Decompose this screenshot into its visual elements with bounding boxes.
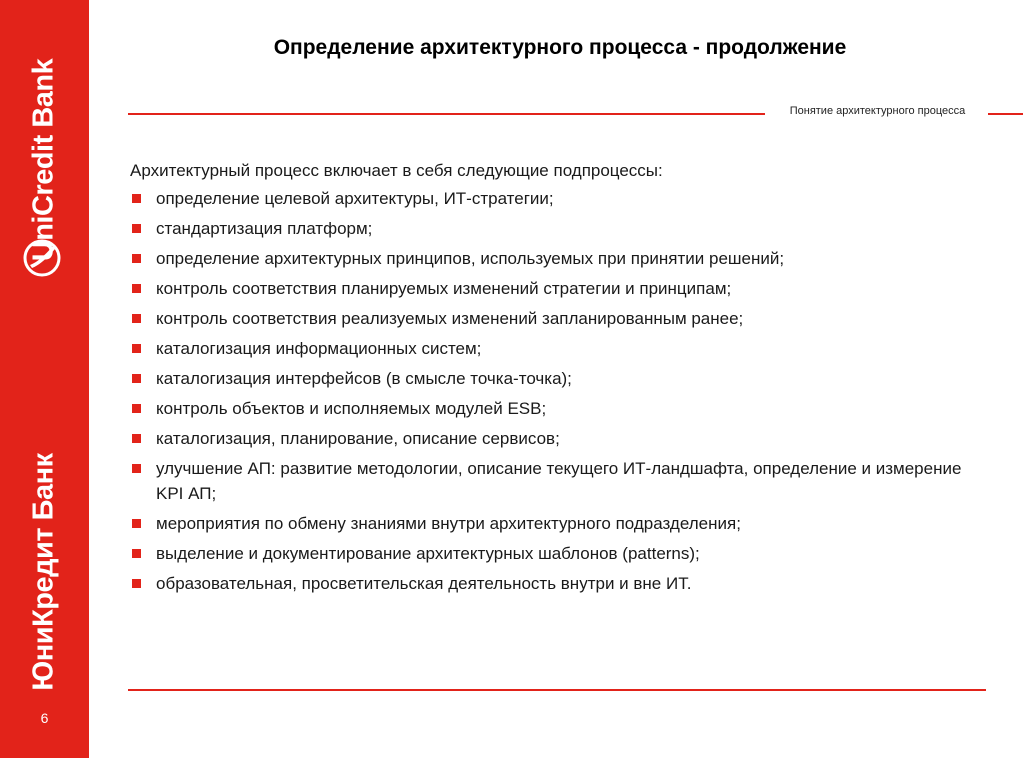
list-item bbox=[130, 216, 990, 241]
brand-name-en: UniCredit Bank bbox=[27, 58, 60, 262]
list-item-text: определение целевой архитектуры, ИТ-стратегии; bbox=[156, 189, 554, 208]
list-item bbox=[130, 426, 990, 451]
list-item-text: стандартизация платформ; bbox=[156, 219, 373, 238]
page-number: 6 bbox=[40, 710, 49, 726]
list-item bbox=[130, 246, 990, 271]
section-label: Понятие архитектурного процесса bbox=[789, 105, 966, 117]
bullet-square-icon bbox=[132, 224, 141, 233]
list-item bbox=[130, 276, 990, 301]
list-item-text: определение архитектурных принципов, используемых при принятии решений; bbox=[156, 249, 785, 268]
list-item-text: каталогизация, планирование, описание сервисов; bbox=[156, 429, 560, 448]
bullet-square-icon bbox=[132, 374, 141, 383]
header-divider-left bbox=[128, 113, 765, 115]
bullet-square-icon bbox=[132, 314, 141, 323]
bullet-square-icon bbox=[132, 284, 141, 293]
page-title: Определение архитектурного процесса - продолжение bbox=[273, 36, 847, 59]
list-item bbox=[130, 511, 990, 536]
unicredit-logo-icon bbox=[22, 238, 62, 278]
bullet-square-icon bbox=[132, 344, 141, 353]
bullet-square-icon bbox=[132, 519, 141, 528]
bullet-square-icon bbox=[132, 254, 141, 263]
list-item bbox=[130, 396, 990, 421]
list-item-text: мероприятия по обмену знаниями внутри архитектурного подразделения; bbox=[156, 514, 741, 533]
list-item bbox=[130, 571, 990, 596]
list-item bbox=[130, 541, 990, 566]
bullet-square-icon bbox=[132, 194, 141, 203]
list-item-text: контроль соответствия реализуемых изменений запланированным ранее; bbox=[156, 309, 744, 328]
bullet-square-icon bbox=[132, 549, 141, 558]
list-item bbox=[130, 366, 990, 391]
intro-text: Архитектурный процесс включает в себя следующие подпроцессы: bbox=[130, 161, 663, 180]
brand-sidebar bbox=[0, 0, 89, 758]
list-item-text: выделение и документирование архитектурных шаблонов (patterns); bbox=[156, 544, 700, 563]
brand-name-ru: ЮниКредит Банк bbox=[27, 453, 60, 691]
list-item-text: образовательная, просветительская деятельность внутри и вне ИТ. bbox=[156, 574, 692, 593]
subprocess-list bbox=[130, 186, 990, 596]
list-item bbox=[130, 336, 990, 361]
list-item bbox=[130, 456, 990, 506]
list-item bbox=[130, 306, 990, 331]
bullet-square-icon bbox=[132, 404, 141, 413]
list-item-text: контроль соответствия планируемых изменений стратегии и принципам; bbox=[156, 279, 732, 298]
list-item-text: каталогизация информационных систем; bbox=[156, 339, 482, 358]
bullet-square-icon bbox=[132, 434, 141, 443]
bullet-square-icon bbox=[132, 464, 141, 473]
bullet-square-icon bbox=[132, 579, 141, 588]
list-item-text: каталогизация интерфейсов (в смысле точка-точка); bbox=[156, 369, 572, 388]
header-divider-right bbox=[988, 113, 1023, 115]
list-item bbox=[130, 186, 990, 211]
main-content bbox=[130, 156, 990, 601]
list-item-text: контроль объектов и исполняемых модулей ESB; bbox=[156, 399, 547, 418]
list-item-text: улучшение АП: развитие методологии, описание текущего ИТ-ландшафта, определение и измерение KPI АП; bbox=[156, 459, 962, 503]
footer-divider bbox=[128, 689, 986, 691]
